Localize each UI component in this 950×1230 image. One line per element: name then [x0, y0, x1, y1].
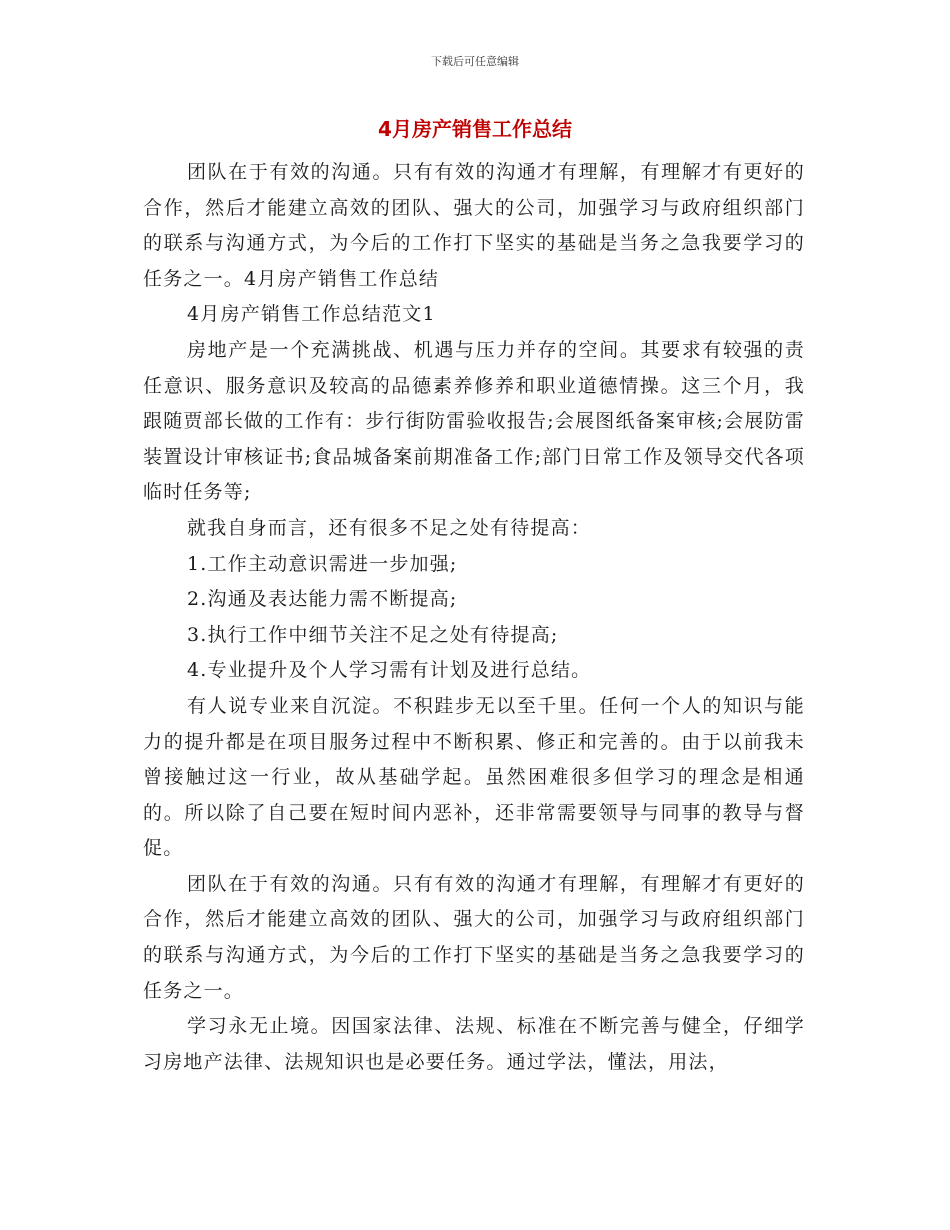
paragraph: 团队在于有效的沟通。只有有效的沟通才有理解，有理解才有更好的合作，然后才能建立高效的团队、强大的公司，加强学习与政府组织部门的联系与沟通方式，为今后的工作打下坚实的基础是当务之急我要学习的任务之一。4月房产销售工作总结 [143, 161, 805, 290]
paragraph: 就我自身而言，还有很多不足之处有待提高： [187, 516, 592, 539]
list-item: 4.专业提升及个人学习需有计划及进行总结。 [187, 659, 592, 682]
document-title: 4月房产销售工作总结 [378, 117, 572, 141]
paragraph: 学习永无止境。因国家法律、法规、标准在不断完善与健全，仔细学习房地产法律、法规知识也是必要任务。通过学法，懂法，用法， [143, 1015, 805, 1073]
header-note: 下载后可任意编辑 [431, 55, 519, 68]
paragraph: 团队在于有效的沟通。只有有效的沟通才有理解，有理解才有更好的合作，然后才能建立高效的团队、强大的公司，加强学习与政府组织部门的联系与沟通方式，为今后的工作打下坚实的基础是当务之急我要学习的任务之一。 [143, 872, 805, 1002]
paragraph: 4月房产销售工作总结范文1 [187, 303, 436, 326]
paragraph: 房地产是一个充满挑战、机遇与压力并存的空间。其要求有较强的责任意识、服务意识及较高的品德素养修养和职业道德情操。这三个月，我跟随贾部长做的工作有：步行街防雷验收报告;会展图纸备案审核;会展防雷装置设计审核证书;食品城备案前期准备工作;部门日常工作及领导交代各项临时任务等; [143, 338, 805, 504]
list-item: 1.工作主动意识需进一步加强; [187, 552, 458, 575]
list-item: 3.执行工作中细节关注不足之处有待提高; [187, 623, 559, 646]
document-body [143, 155, 805, 1080]
paragraph: 有人说专业来自沉淀。不积跬步无以至千里。任何一个人的知识与能力的提升都是在项目服务过程中不断积累、修正和完善的。由于以前我未曾接触过这一行业，故从基础学起。虽然困难很多但学习的理念是相通的。所以除了自己要在短时间内恶补，还非常需要领导与同事的教导与督促。 [143, 694, 805, 860]
list-item: 2.沟通及表达能力需不断提高; [187, 588, 458, 611]
